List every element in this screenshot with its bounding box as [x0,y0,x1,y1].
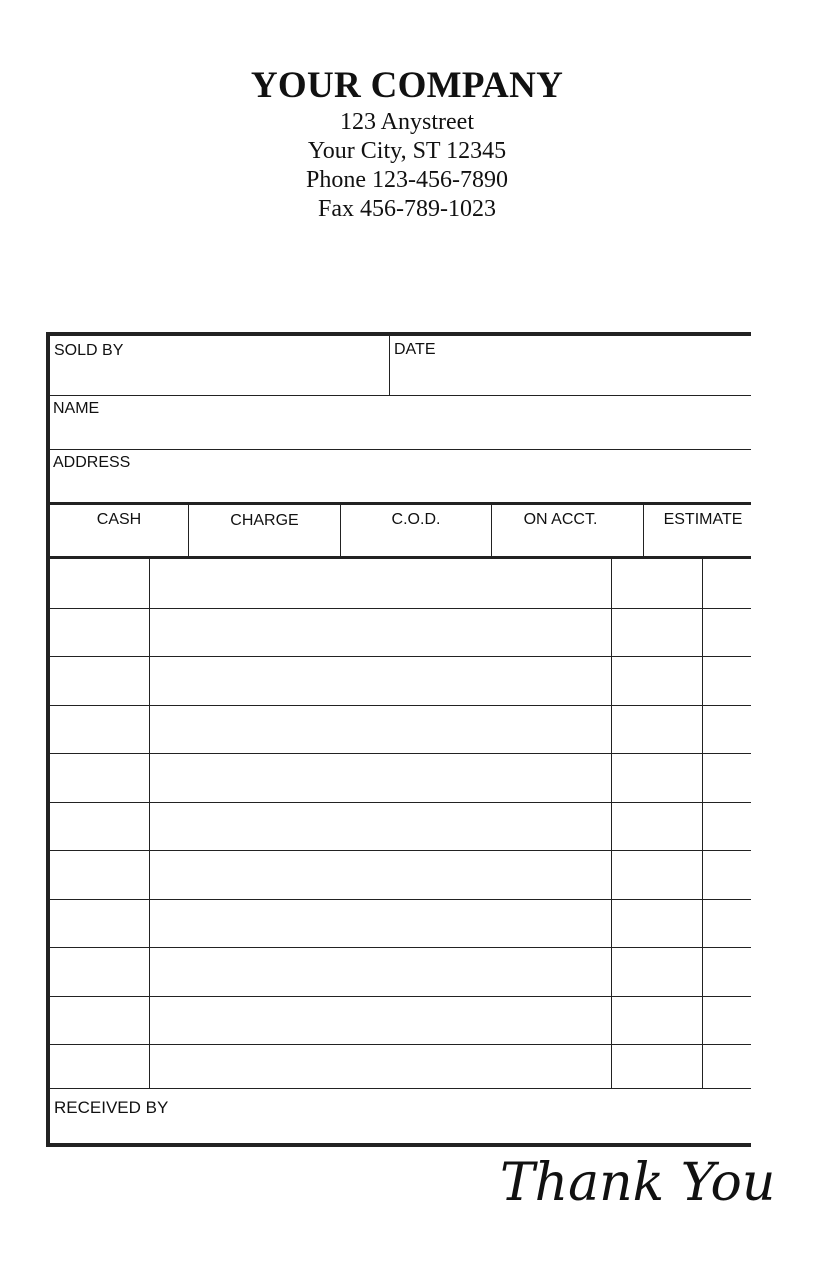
company-phone: Phone 123-456-7890 [306,167,508,193]
item-row-line [46,899,751,900]
item-row-line [46,947,751,948]
item-row-line [46,705,751,706]
item-row-line [46,656,751,657]
payment-on-acct: ON ACCT. [523,511,598,528]
date-label: DATE [394,341,436,358]
item-row-line [46,850,751,851]
sold-by-label: SOLD BY [54,342,124,359]
form-left-border [46,332,50,1147]
payment-cod: C.O.D. [391,511,441,528]
company-header [0,64,814,224]
name-label: NAME [53,400,100,417]
form-bottom-border [46,1143,751,1147]
item-column-divider [702,559,703,1088]
payment-estimate: ESTIMATE [663,511,743,528]
address-label: ADDRESS [53,454,131,471]
item-row-line [46,1088,751,1089]
form-top-border [46,332,751,336]
thank-you-signature: Thank You [500,1153,776,1213]
company-name: YOUR COMPANY [250,65,564,106]
item-row-line [46,802,751,803]
company-city: Your City, ST 12345 [307,138,507,164]
sold-date-divider [389,336,390,395]
payment-cash: CASH [96,511,142,528]
received-by-label: RECEIVED BY [54,1098,169,1117]
item-column-divider [149,559,150,1088]
payment-charge: CHARGE [230,512,299,529]
sales-form [46,332,751,1147]
company-street: 123 Anystreet [340,109,474,135]
name-bottom-line [46,449,751,450]
company-fax: Fax 456-789-1023 [318,196,496,222]
item-row-line [46,996,751,997]
payment-bottom-line [46,556,751,559]
address-bottom-line [46,502,751,505]
item-row-line [46,608,751,609]
sold-by-bottom-line [46,395,751,396]
item-column-divider [611,559,612,1088]
item-row-line [46,1044,751,1045]
item-row-line [46,753,751,754]
